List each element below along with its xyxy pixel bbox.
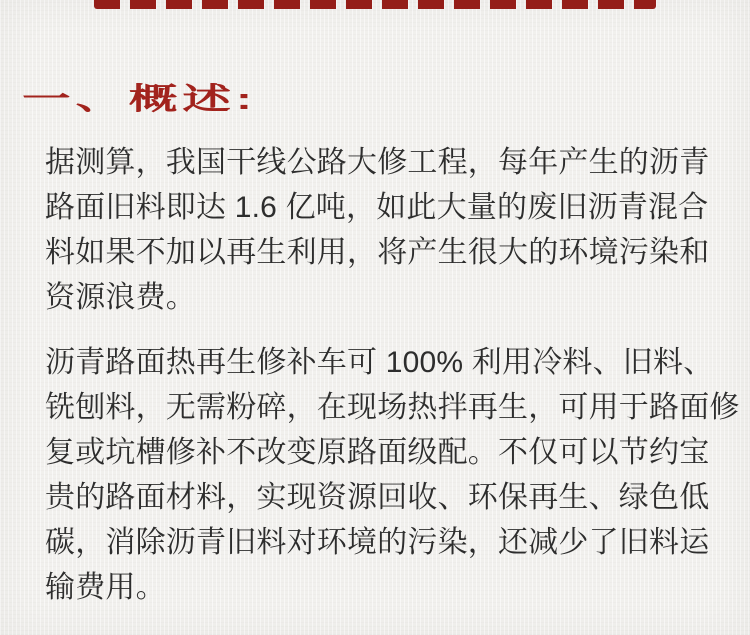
text-line: 复或坑槽修补不改变原路面级配。不仅可以节约宝 — [45, 436, 710, 469]
text-line: 贵的路面材料，实现资源回收、环保再生、绿色低 — [45, 481, 710, 514]
paragraph-overview-1 — [45, 140, 715, 320]
text-line: 沥青路面热再生修补车可 100% 利用冷料、旧料、 — [45, 346, 714, 379]
text-line: 资源浪费。 — [45, 281, 196, 314]
text-line: 路面旧料即达 1.6 亿吨，如此大量的废旧沥青混合 — [45, 191, 709, 224]
section-heading — [22, 80, 257, 120]
text-line: 据测算，我国干线公路大修工程，每年产生的沥青 — [45, 146, 710, 179]
text-line: 铣刨料，无需粉碎，在现场热拌再生，可用于路面修 — [45, 391, 740, 424]
section-heading-text: 一、概述: — [22, 83, 257, 116]
paragraph-overview-2 — [45, 340, 740, 610]
text-line: 碳，消除沥青旧料对环境的污染，还减少了旧料运 — [45, 526, 710, 559]
cropped-red-banner-edge — [94, 0, 656, 9]
text-line: 输费用。 — [45, 571, 166, 604]
text-line: 料如果不加以再生利用，将产生很大的环境污染和 — [45, 236, 710, 269]
